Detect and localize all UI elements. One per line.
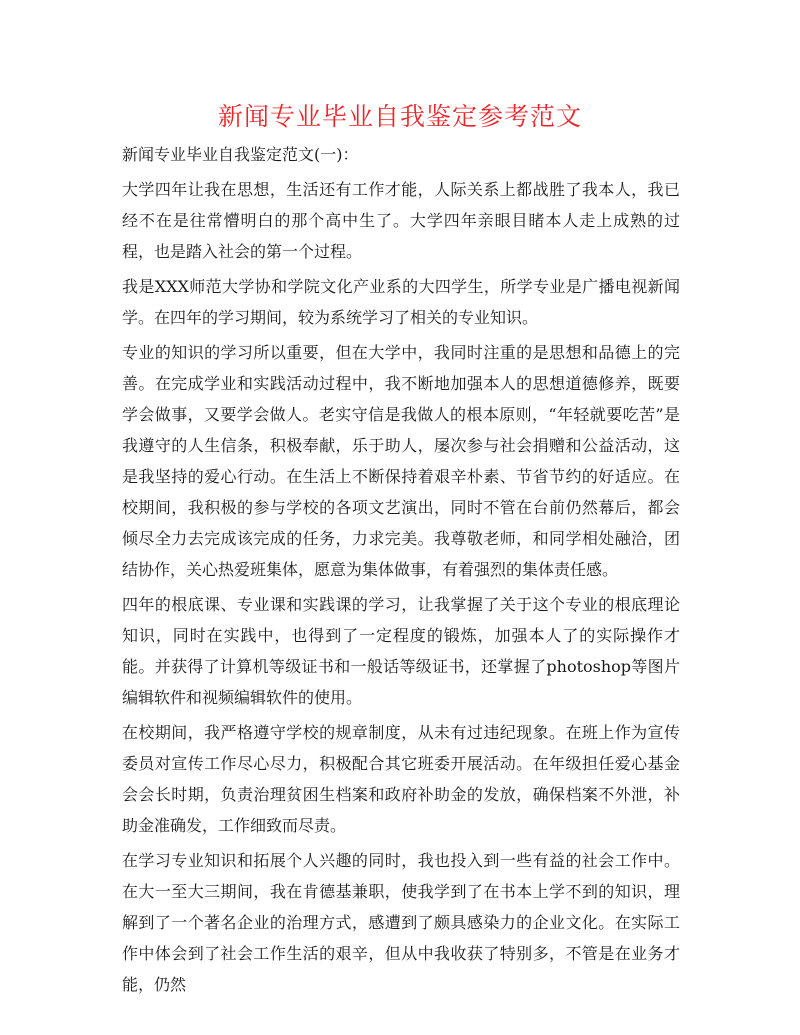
document-title: 新闻专业毕业自我鉴定参考范文 [217, 102, 582, 131]
paragraph: 四年的根底课、专业课和实践课的学习，让我掌握了关于这个专业的根底理论知识，同时在实践中，也得到了一定程度的锻炼，加强本人了的实际操作才能。并获得了计算机等级证书和一般话等级证书，还掌握了photoshop等图片编辑软件和视频编辑软件的使用。 [122, 595, 680, 707]
paragraph: 专业的知识的学习所以重要，但在大学中，我同时注重的是思想和品德上的完善。在完成学业和实践活动过程中，我不断地加强本人的思想道德修养，既要学会做事，又要学会做人。老实守信是我做人的根本原则，“年轻就要吃苦”是我遵守的人生信条，积极奉献，乐于助人，屡次参与社会捐赠和公益活动，这是我坚持的爱心行动。在生活上不断保持着艰辛朴素、节省节约的好适应。在校期间，我积极的参与学校的各项文艺演出，同时不管在台前仍然幕后，都会倾尽全力去完成该完成的任务，力求完美。我尊敬老师，和同学相处融洽，团结协作，关心热爱班集体，愿意为集体做事，有着强烈的集体责任感。 [122, 343, 680, 579]
paragraph: 我是XXX师范大学协和学院文化产业系的大四学生，所学专业是广播电视新闻学。在四年的学习期间，较为系统学习了相关的专业知识。 [122, 277, 680, 327]
paragraph: 在校期间，我严格遵守学校的规章制度，从未有过违纪现象。在班上作为宣传委员对宣传工作尽心尽力，积极配合其它班委开展活动。在年级担任爱心基金会会长时期，负责治理贫困生档案和政府补助金的发放，确保档案不外泄，补助金准确发，工作细致而尽责。 [122, 723, 680, 835]
paragraph-subtitle: 新闻专业毕业自我鉴定范文(一)： [122, 145, 359, 164]
paragraph: 在学习专业知识和拓展个人兴趣的同时，我也投入到一些有益的社会工作中。在大一至大三期间，我在肯德基兼职，使我学到了在书本上学不到的知识，理解到了一个著名企业的治理方式，感遭到了颇具感染力的企业文化。在实际工作中体会到了社会工作生活的艰辛，但从中我收获了特别多，不管是在业务才能，仍然 [122, 851, 680, 994]
document-body [122, 139, 680, 1004]
paragraph: 大学四年让我在思想，生活还有工作才能，人际关系上都战胜了我本人，我已经不在是往常懵明白的那个高中生了。大学四年亲眼目睹本人走上成熟的过程，也是踏入社会的第一个过程。 [122, 180, 680, 261]
